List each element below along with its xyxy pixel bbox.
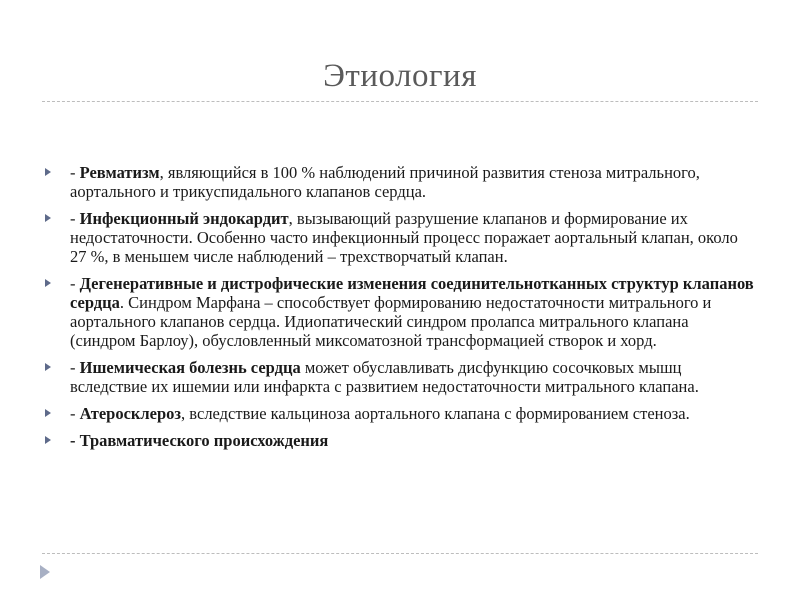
item-prefix: - [70,209,80,228]
bullet-arrow-icon [45,436,51,444]
item-term: Дегенеративные и дистрофические изменения соединительнотканных структур клапанов сердца [70,274,754,312]
item-term: Атеросклероз [79,404,182,423]
list-item-endocarditis [42,209,758,266]
etiology-list [42,163,758,458]
item-text: , вследствие кальциноза аортального клапана с формированием стеноза. [181,404,690,423]
list-item-atherosclerosis [42,404,758,423]
bullet-arrow-icon [45,363,51,371]
item-text: может обуславливать дисфункцию сосочковых мышц вследствие их ишемии или инфаркта с развитием недостаточности митрального клапана. [70,358,699,396]
footer-arrow-icon [40,565,50,579]
item-text: , вызывающий разрушение клапанов и формирование их недостаточности. Особенно часто инфекционный процесс поражает аортальный клапан, около 27 %, в меньшем числе наблюдений – трехстворчатый клапан. [70,209,738,266]
list-item-degenerative [42,274,758,350]
item-prefix: - [70,404,80,423]
bullet-arrow-icon [45,168,51,176]
item-text: , являющийся в 100 % наблюдений причиной развития стеноза митрального, аортального и трикуспидального клапанов сердца. [70,163,700,201]
list-item-rheumatism [42,163,758,201]
list-item-ischemic [42,358,758,396]
bullet-arrow-icon [45,279,51,287]
item-term: Ишемическая болезнь сердца [79,358,301,377]
bullet-arrow-icon [45,409,51,417]
item-text: . Синдром Марфана – способствует формированию недостаточности митрального и аортального клапанов сердца. Идиопатический синдром пролапса митрального клапана (синдром Барлоу), обусловленный миксоматозной трансформацией створок и хорд. [70,293,712,350]
item-term: - Травматического происхождения [70,431,329,450]
bullet-arrow-icon [45,214,51,222]
item-prefix: - [70,163,80,182]
item-prefix: - [70,358,80,377]
item-prefix: - [70,274,80,293]
footer-divider [42,553,758,554]
item-term: Инфекционный эндокардит [79,209,289,228]
item-term: Ревматизм [79,163,160,182]
list-item-traumatic [42,431,758,450]
title-divider [42,101,758,102]
slide-title: Этиология [323,58,477,94]
